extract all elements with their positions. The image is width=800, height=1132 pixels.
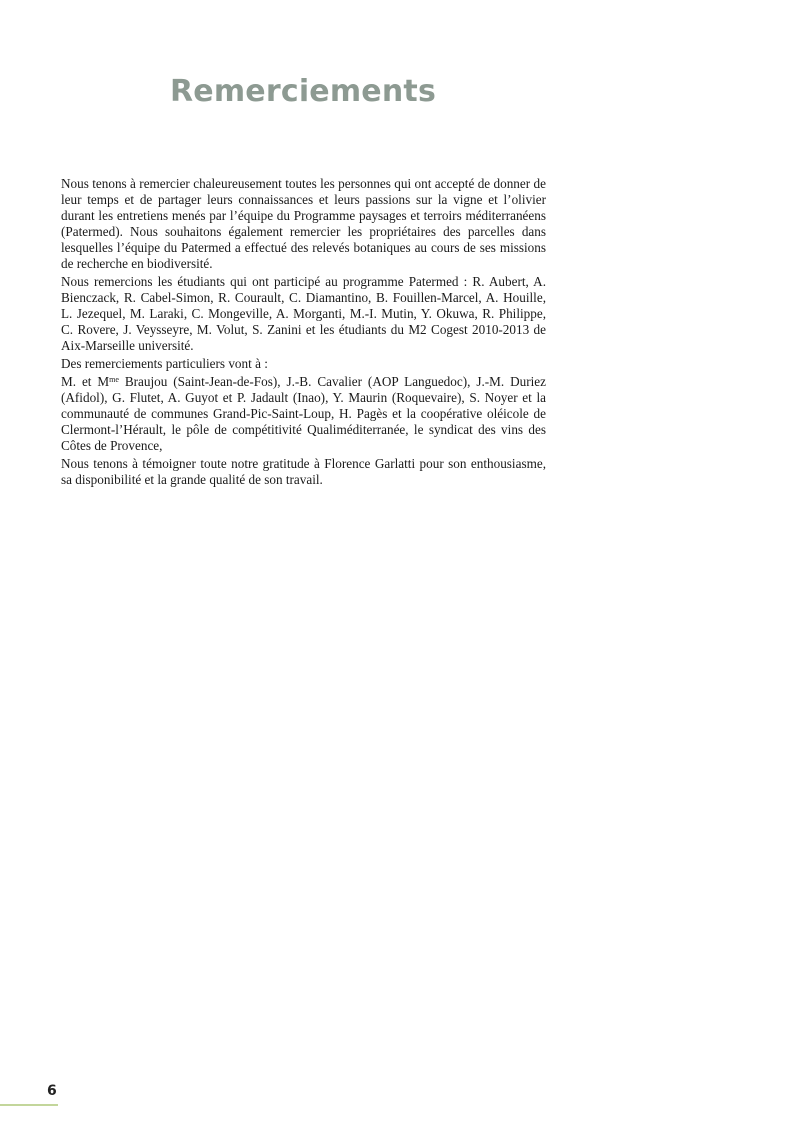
page-number: 6 [47, 1083, 57, 1099]
paragraph-closing: Nous tenons à témoigner toute notre gratitude à Florence Garlatti pour son enthousiasme, sa disponibilité et la grande qualité de son travail. [61, 456, 546, 487]
special-thanks-superscript: me [109, 375, 119, 384]
acknowledgements-body [61, 176, 546, 490]
paragraph-thanks-students: Nous remercions les étudiants qui ont participé au programme Patermed : R. Aubert, A. Bienczack, R. Cabel-Simon, R. Courault, C. Diamantino, B. Fouillen-Marcel, A. Houille, L. Jezequel, M. Laraki, C. Mongeville, A. Morganti, M.-I. Mutin, Y. Okuwa, R. Philippe, C. Rovere, J. Veysseyre, M. Volut, S. Zanini et les étudiants du M2 Cogest 2010-2013 de Aix-Marseille université. [61, 274, 546, 353]
paragraph-special-thanks-intro: Des remerciements particuliers vont à : [61, 356, 268, 371]
special-thanks-prefix: M. et M [61, 374, 110, 389]
page-number-rule [0, 1104, 58, 1106]
paragraph-thanks-interviewees: Nous tenons à remercier chaleureusement toutes les personnes qui ont accepté de donner de leur temps et de partager leurs connaissances et leurs passions sur la vigne et l’olivier durant les entretiens menés par l’équipe du Programme paysages et terroirs méditerranéens (Patermed). Nous souhaitons également remercier les propriétaires des parcelles dans lesquelles l’équipe du Patermed a effectué des relevés botaniques au cours de ses missions de recherche en biodiversité. [61, 176, 546, 271]
paragraph-special-thanks-list [61, 374, 546, 454]
special-thanks-text: Braujou (Saint-Jean-de-Fos), J.-B. Cavalier (AOP Languedoc), J.-M. Duriez (Afidol), G. Flutet, A. Guyot et P. Jadault (Inao), Y. Maurin (Roquevaire), S. Noyer et la communauté de communes Grand-Pic-Saint-Loup, H. Pagès et la coopérative oléicole de Clermont-l’Hérault, le pôle de compétitivité Qualiméditerranée, le syndicat des vins des Côtes de Provence, [61, 374, 546, 453]
page-title: Remerciements [169, 74, 437, 109]
